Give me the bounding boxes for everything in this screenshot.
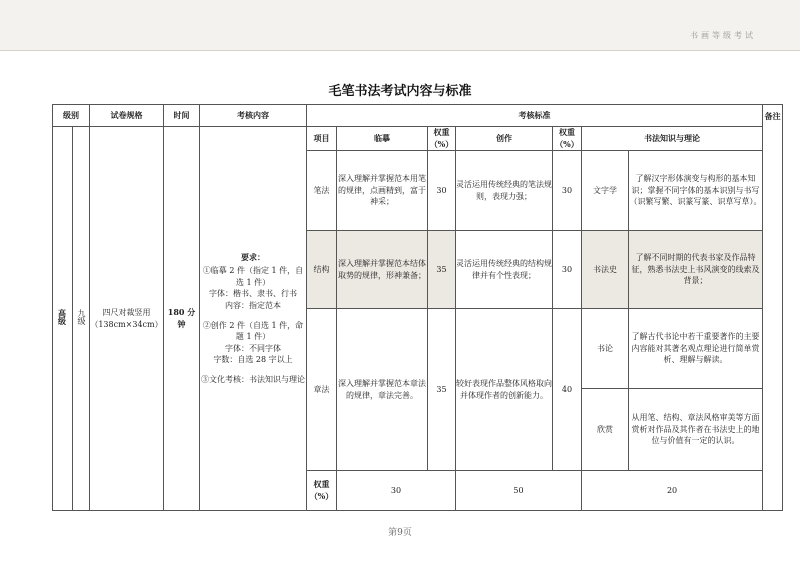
row-bifa-item: 笔法 — [307, 151, 337, 231]
row-zhangfa-w1: 35 — [428, 309, 456, 471]
col-time-header: 时间 — [164, 105, 200, 127]
row-jiegou-w1: 35 — [428, 231, 456, 309]
level-b-text: 九级 — [77, 308, 86, 325]
spec-cell — [90, 127, 164, 511]
req-line-3: 内容：指定范本 — [225, 301, 281, 310]
req-line-1: ①临摹 2 件（指定 1 件，自选 1 件） — [202, 266, 304, 287]
row-xinshang-ktext: 从用笔、结构、章法风格审美等方面赏析对作品及其作者在书法史上的地位与价值有一定的认识。 — [629, 389, 763, 471]
row-zhangfa-create: 较好表现作品整体风格取向并体现作者的创新能力。 — [456, 309, 553, 471]
row-jiegou-item: 结构 — [307, 231, 337, 309]
header-band — [0, 0, 800, 50]
row-bifa-ktext: 了解汉字形体演变与构形的基本知识；掌握不同字体的基本识别与书写（识繁写繁、识篆写篆、识草写草）。 — [629, 151, 763, 231]
time-text: 180 分钟 — [167, 307, 196, 329]
req-line-4: ②创作 2 件（自选 1 件，命题 1 件） — [202, 320, 304, 342]
row-bifa-create: 灵活运用传统经典的笔法规则，表现力强； — [456, 151, 553, 231]
level-cell-b — [73, 127, 90, 511]
req-line-6: 字数：自选 28 字以上 — [213, 355, 293, 365]
sub-item-header: 项目 — [307, 127, 337, 151]
req-line-2: 字体：楷书、隶书、行书 — [209, 289, 297, 299]
row-zhangfa-item: 章法 — [307, 309, 337, 471]
totals-label: 权重（%） — [307, 471, 337, 511]
req-title: 要求： — [241, 251, 265, 262]
col-note-header: 备注 — [763, 105, 783, 511]
level-a-text: 高级 — [57, 308, 68, 325]
row-xinshang-kname: 欣赏 — [582, 389, 629, 471]
req-line-5: 字体：不同字体 — [225, 343, 281, 353]
totals-knowledge: 20 — [582, 471, 763, 511]
sub-weight2-header: 权重（%） — [553, 127, 582, 151]
page-title: 毛笔书法考试内容与标准 — [328, 84, 472, 99]
row-shulun-kname: 书论 — [582, 309, 629, 389]
row-bifa-w2: 30 — [553, 151, 582, 231]
header-running-title: 书画等级考试 — [690, 31, 756, 40]
row-zhangfa-w2: 40 — [553, 309, 582, 471]
page-number: 第9页 — [388, 528, 412, 538]
row-jiegou-w2: 30 — [553, 231, 582, 309]
totals-create: 50 — [456, 471, 582, 511]
row-zhangfa-linmo: 深入理解并掌握范本章法的规律，章法完善。 — [337, 309, 428, 471]
sub-linmo-header: 临摹 — [337, 127, 428, 151]
time-cell — [164, 127, 200, 511]
table-subheader-row — [53, 127, 783, 151]
row-bifa-kname: 文字学 — [582, 151, 629, 231]
table-header-row — [53, 105, 783, 127]
req-line-7: ③文化考核：书法知识与理论 — [201, 374, 305, 384]
row-bifa-w1: 30 — [428, 151, 456, 231]
row-jiegou-ktext: 了解不同时期的代表书家及作品特征，熟悉书法史上书风演变的线索及背景； — [629, 231, 763, 309]
col-level-header: 级别 — [53, 105, 90, 127]
level-cell-a — [53, 127, 73, 511]
row-jiegou-kname: 书法史 — [582, 231, 629, 309]
col-content-header: 考核内容 — [200, 105, 307, 127]
row-bifa-linmo: 深入理解并掌握范本用笔的规律，点画精到，富于神采； — [337, 151, 428, 231]
row-jiegou-linmo: 深入理解并掌握范本结体取势的规律，形神兼备； — [337, 231, 428, 309]
sub-create-header: 创作 — [456, 127, 553, 151]
col-standard-header: 考核标准 — [307, 105, 763, 127]
exam-standard-table — [52, 104, 783, 511]
row-jiegou-create: 灵活运用传统经典的结构规律并有个性表现； — [456, 231, 553, 309]
header-divider — [0, 50, 800, 51]
spec-text: 四尺对裁竖用（138cm×34cm） — [90, 308, 163, 329]
col-spec-header: 试卷规格 — [90, 105, 164, 127]
sub-weight1-header: 权重（%） — [428, 127, 456, 151]
sub-knowledge-header: 书法知识与理论 — [582, 127, 763, 151]
requirements-cell — [200, 127, 307, 511]
totals-linmo: 30 — [337, 471, 456, 511]
row-shulun-ktext: 了解古代书论中若干重要著作的主要内容能对其著名观点理论进行简单赏析、理解与解读。 — [629, 309, 763, 389]
